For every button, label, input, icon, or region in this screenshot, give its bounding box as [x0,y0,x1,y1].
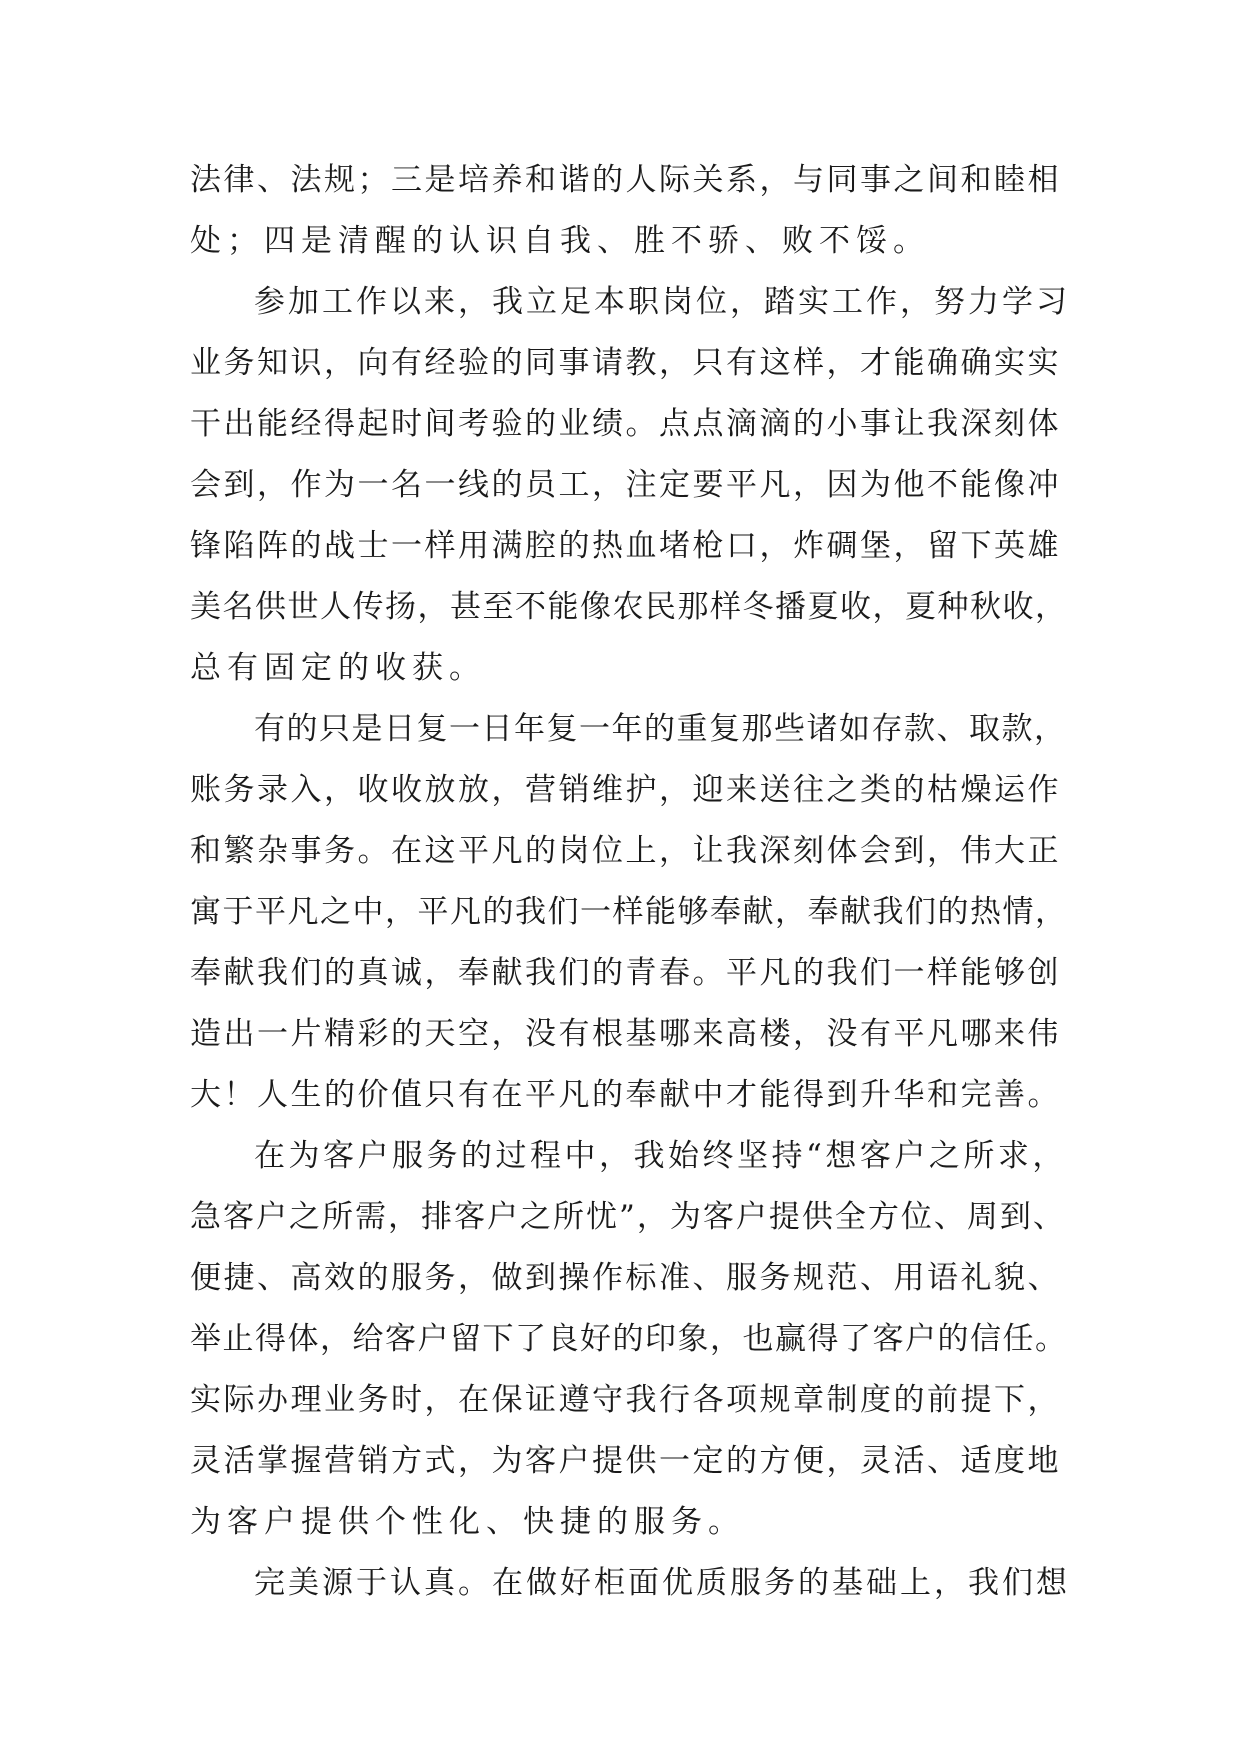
text-line: 灵活掌握营销方式，为客户提供一定的方便，灵活、适度地 [190,1443,1061,1479]
text-line: 处；四是清醒的认识自我、胜不骄、败不馁。 [190,223,930,259]
text-line: 急客户之所需，排客户之所忧”，为客户提供全方位、周到、 [190,1199,1066,1235]
paragraph-first-line: 完美源于认真。在做好柜面优质服务的基础上，我们想 [254,1565,1070,1601]
text-line: 账务录入，收收放放，营销维护，迎来送往之类的枯燥运作 [190,772,1061,808]
text-line: 锋陷阵的战士一样用满腔的热血堵枪口，炸碉堡，留下英雄 [190,528,1061,564]
text-line: 造出一片精彩的天空，没有根基哪来高楼，没有平凡哪来伟 [190,1016,1061,1052]
text-line: 法律、法规；三是培养和谐的人际关系，与同事之间和睦相 [190,162,1061,198]
text-line: 会到，作为一名一线的员工，注定要平凡，因为他不能像冲 [190,467,1061,503]
text-line: 奉献我们的真诚，奉献我们的青春。平凡的我们一样能够创 [190,955,1061,991]
text-line: 实际办理业务时，在保证遵守我行各项规章制度的前提下， [190,1382,1061,1418]
text-line: 业务知识，向有经验的同事请教，只有这样，才能确确实实 [190,345,1061,381]
text-line: 为客户提供个性化、快捷的服务。 [190,1504,745,1540]
text-line: 总有固定的收获。 [190,650,486,686]
paragraph-first-line: 在为客户服务的过程中，我始终坚持“想客户之所求， [254,1138,1067,1174]
text-line: 寓于平凡之中，平凡的我们一样能够奉献，奉献我们的热情， [190,894,1068,930]
text-line: 举止得体，给客户留下了良好的印象，也赢得了客户的信任。 [190,1321,1068,1357]
text-line: 大！人生的价值只有在平凡的奉献中才能得到升华和完善。 [190,1077,1061,1113]
text-line: 美名供世人传扬，甚至不能像农民那样冬播夏收，夏种秋收， [190,589,1068,625]
text-line: 干出能经得起时间考验的业绩。点点滴滴的小事让我深刻体 [190,406,1061,442]
paragraph-first-line: 参加工作以来，我立足本职岗位，踏实工作，努力学习 [254,284,1070,320]
text-line: 和繁杂事务。在这平凡的岗位上，让我深刻体会到，伟大正 [190,833,1061,869]
document-body [190,150,1070,1614]
paragraph-first-line: 有的只是日复一日年复一年的重复那些诸如存款、取款， [254,711,1067,747]
text-line: 便捷、高效的服务，做到操作标准、服务规范、用语礼貌、 [190,1260,1061,1296]
